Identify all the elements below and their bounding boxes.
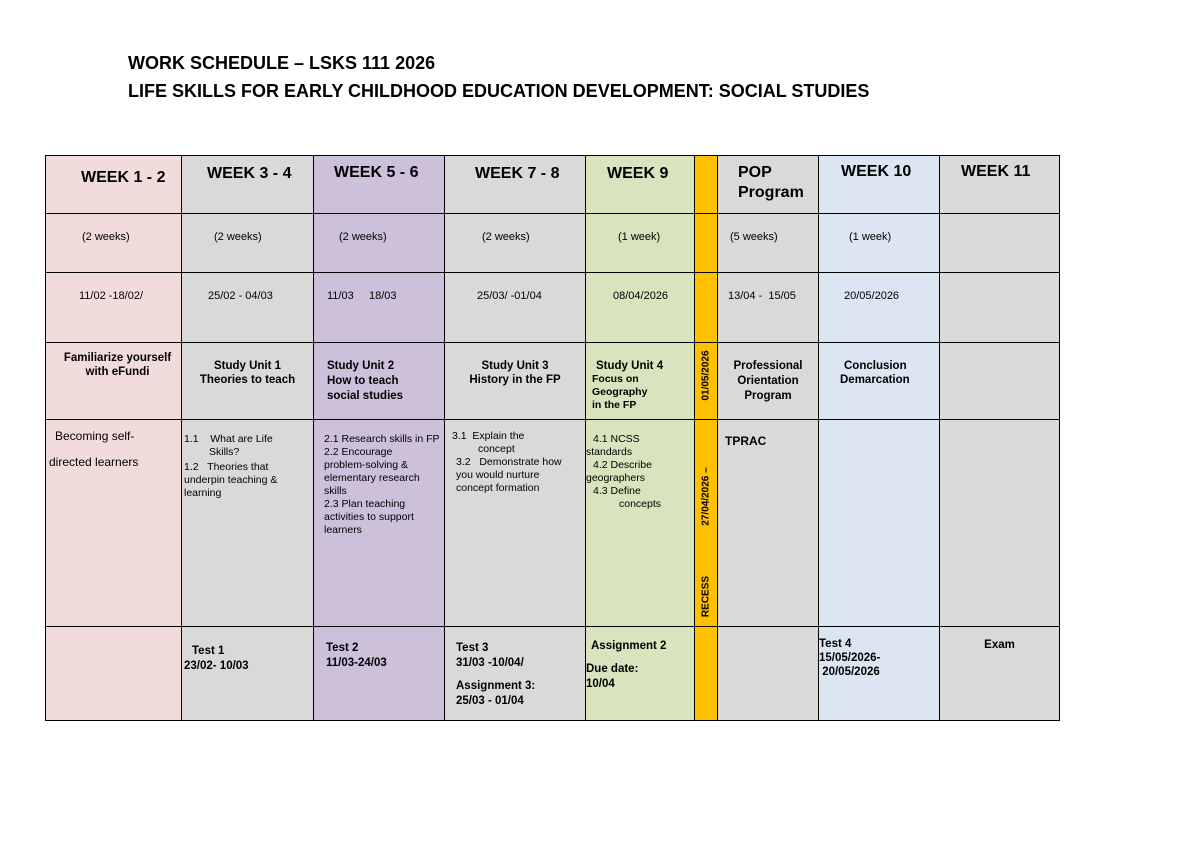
duration-cell (314, 214, 445, 273)
exam-label: Exam (984, 639, 1015, 651)
assessment-cell (445, 627, 586, 721)
recess-label: RECESS (700, 575, 712, 618)
assessment-dates: 20/05/2026 (819, 666, 880, 678)
study-unit-title: in the FP (592, 399, 637, 411)
assessment-row (46, 627, 1060, 721)
content-text: 3.1 Explain the (452, 430, 525, 442)
content-text: Skills? (209, 446, 240, 458)
dates-text: 20/05/2026 (844, 290, 900, 302)
duration-cell (182, 214, 314, 273)
topic-cell (314, 343, 445, 420)
week-label: WEEK 3 - 4 (207, 165, 292, 182)
recess-cell (695, 214, 718, 273)
dates-cell (586, 273, 695, 343)
content-text: 3.2 Demonstrate how (456, 456, 562, 468)
dates-cell (819, 273, 940, 343)
duration-cell (46, 214, 182, 273)
week-10-header (819, 156, 940, 214)
work-schedule-table (45, 155, 1060, 721)
content-text: skills (324, 485, 347, 497)
week-5-6-header (314, 156, 445, 214)
week-7-8-header (445, 156, 586, 214)
duration-cell (940, 214, 1060, 273)
assessment-due-label: Due date: (586, 663, 639, 675)
duration-text: (1 week) (618, 231, 661, 243)
content-text: directed learners (49, 455, 139, 469)
content-text: concepts (619, 498, 662, 510)
dates-text: 11/02 -18/02/ (79, 290, 144, 302)
duration-text: (2 weeks) (339, 231, 387, 243)
recess-start-date: 27/04/2026 – (700, 467, 712, 526)
content-text: geographers (586, 472, 645, 484)
content-text: 2.1 Research skills in FP (324, 433, 440, 445)
dates-text: 13/04 - 15/05 (728, 290, 796, 302)
week-label: WEEK 10 (841, 163, 912, 180)
pop-program-header (718, 156, 819, 214)
assessment-dates: 25/03 - 01/04 (456, 695, 524, 707)
content-text: 1.1 What are Life (184, 433, 273, 445)
topic-cell (940, 343, 1060, 420)
topic-cell (46, 343, 182, 420)
content-text: learning (184, 487, 222, 499)
content-cell (586, 420, 695, 627)
assessment-title: Test 2 (326, 642, 359, 654)
content-cell (46, 420, 182, 627)
recess-date-top (695, 343, 718, 420)
assessment-title: Test 1 (192, 645, 225, 657)
dates-cell (718, 273, 819, 343)
dates-cell (940, 273, 1060, 343)
topic-text: Orientation (737, 375, 799, 387)
study-unit-title: History in the FP (469, 374, 561, 386)
dates-text: 25/03/ -01/04 (477, 290, 542, 302)
study-unit-label: Study Unit 3 (481, 360, 549, 372)
recess-label-cell (695, 420, 718, 627)
dates-cell (314, 273, 445, 343)
dates-cell (182, 273, 314, 343)
assessment-title: Test 4 (819, 638, 852, 650)
content-text: Becoming self- (55, 429, 135, 443)
assessment-title: Assignment 3: (456, 680, 536, 692)
content-text: concept (478, 443, 515, 455)
topic-text: Conclusion (844, 360, 907, 372)
dates-text: 11/03 18/03 (327, 290, 397, 302)
week-header-row (46, 156, 1060, 214)
content-text: 1.2 Theories that (184, 461, 269, 473)
week-label: WEEK 7 - 8 (475, 165, 560, 182)
content-cell (182, 420, 314, 627)
study-unit-label: Study Unit 4 (596, 360, 664, 372)
content-text: 2.2 Encourage (324, 446, 393, 458)
week-label: WEEK 5 - 6 (334, 164, 419, 181)
week-9-header (586, 156, 695, 214)
week-1-2-header (46, 156, 182, 214)
assessment-dates: 23/02- 10/03 (184, 660, 249, 672)
assessment-cell (819, 627, 940, 721)
assessment-dates: 11/03-24/03 (326, 657, 387, 669)
content-text: 4.3 Define (593, 485, 641, 497)
content-text: standards (586, 446, 633, 458)
content-cell (445, 420, 586, 627)
document-subtitle: LIFE SKILLS FOR EARLY CHILDHOOD EDUCATION DEVELOPMENT: SOCIAL STUDIES (128, 81, 870, 101)
recess-cell (695, 627, 718, 721)
study-unit-title: social studies (327, 390, 404, 402)
assessment-cell (46, 627, 182, 721)
content-text: 4.2 Describe (593, 459, 652, 471)
content-cell (314, 420, 445, 627)
assessment-cell (182, 627, 314, 721)
dates-row (46, 273, 1060, 343)
topics-row (46, 343, 1060, 420)
duration-cell (445, 214, 586, 273)
recess-cell (695, 273, 718, 343)
content-text: learners (324, 524, 362, 536)
document-title: WORK SCHEDULE – LSKS 111 2026 (128, 53, 436, 73)
content-text: underpin teaching & (184, 474, 278, 486)
study-unit-title: Geography (592, 386, 648, 398)
duration-text: (5 weeks) (730, 231, 778, 243)
recess-column-header (695, 156, 718, 214)
duration-text: (2 weeks) (214, 231, 262, 243)
content-row (46, 420, 1060, 627)
topic-text: Program (744, 390, 792, 402)
duration-text: (2 weeks) (482, 231, 530, 243)
week-label: WEEK 9 (607, 165, 669, 182)
content-text: problem-solving & (324, 459, 409, 471)
content-text: 4.1 NCSS (593, 433, 640, 445)
duration-cell (819, 214, 940, 273)
content-text: concept formation (456, 482, 540, 494)
dates-cell (46, 273, 182, 343)
content-text: you would nurture (456, 469, 540, 481)
content-cell (718, 420, 819, 627)
study-unit-title: Theories to teach (199, 374, 296, 386)
content-text: elementary research (324, 472, 420, 484)
topic-cell (586, 343, 695, 420)
content-cell (940, 420, 1060, 627)
topic-text: Professional (733, 360, 803, 372)
content-text: TPRAC (725, 434, 767, 448)
assessment-cell (586, 627, 695, 721)
dates-cell (445, 273, 586, 343)
duration-row (46, 214, 1060, 273)
study-unit-title: How to teach (327, 375, 399, 387)
topic-cell (718, 343, 819, 420)
content-text: 2.3 Plan teaching (324, 498, 406, 510)
assessment-due-date: 10/04 (586, 678, 615, 690)
topic-cell (819, 343, 940, 420)
study-unit-label: Study Unit 1 (213, 360, 282, 372)
topic-text: Familiarize yourself with eFundi (63, 352, 172, 378)
content-cell (819, 420, 940, 627)
assessment-cell (314, 627, 445, 721)
week-label: WEEK 11 (961, 163, 1031, 180)
assessment-dates: 15/05/2026- (819, 652, 881, 664)
week-label: Program (738, 184, 804, 201)
week-3-4-header (182, 156, 314, 214)
dates-text: 08/04/2026 (613, 290, 669, 302)
duration-cell (586, 214, 695, 273)
duration-cell (718, 214, 819, 273)
assessment-title: Assignment 2 (591, 640, 667, 652)
assessment-cell (718, 627, 819, 721)
study-unit-label: Study Unit 2 (327, 360, 395, 372)
topic-text: Demarcation (840, 374, 910, 386)
assessment-dates: 31/03 -10/04/ (456, 657, 524, 669)
assessment-title: Test 3 (456, 642, 489, 654)
study-unit-title: Focus on (592, 373, 639, 385)
dates-text: 25/02 - 04/03 (208, 290, 273, 302)
recess-end-date: 01/05/2026 (700, 350, 712, 401)
week-label: WEEK 1 - 2 (81, 169, 166, 186)
duration-text: (1 week) (849, 231, 892, 243)
topic-cell (445, 343, 586, 420)
week-11-header (940, 156, 1060, 214)
assessment-cell (940, 627, 1060, 721)
week-label: POP (738, 164, 772, 181)
topic-cell (182, 343, 314, 420)
content-text: activities to support (324, 511, 414, 523)
duration-text: (2 weeks) (82, 231, 130, 243)
